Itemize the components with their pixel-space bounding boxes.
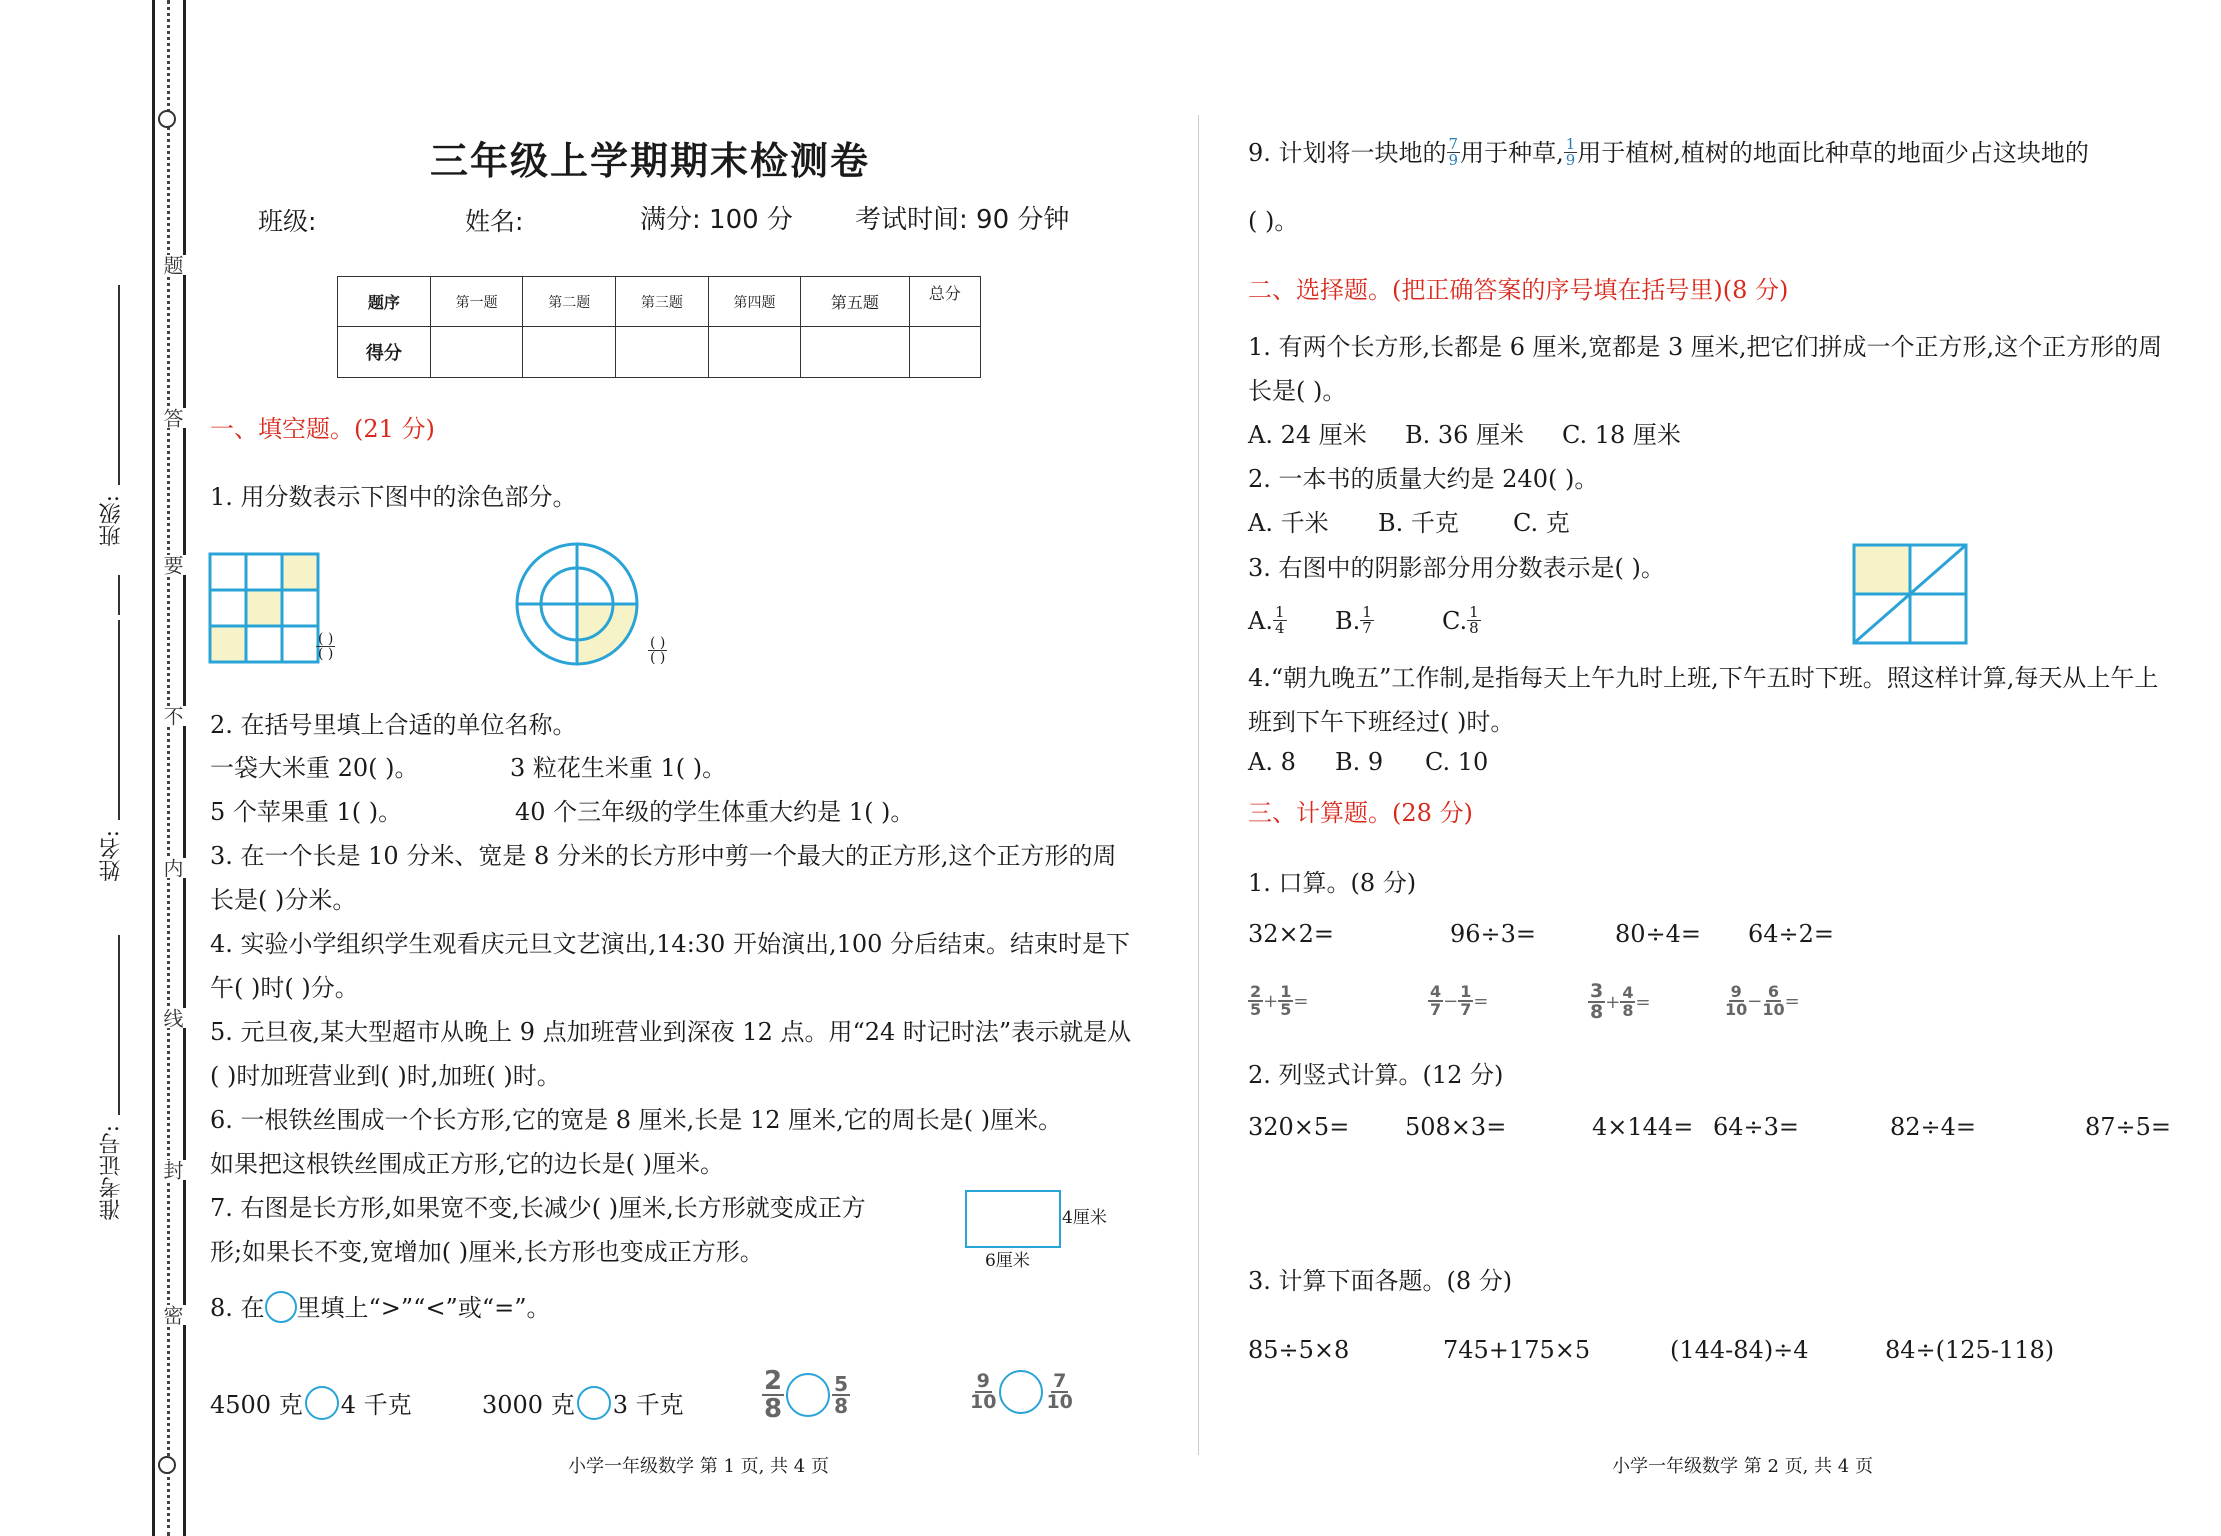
vertical-calc[interactable]: 82÷4= <box>1890 1113 1977 1141</box>
option-letter: A. <box>1248 606 1273 635</box>
score-row-label: 得分 <box>338 327 431 378</box>
q8-suffix: 里填上“>”“<”或“=”。 <box>296 1294 551 1322</box>
s3-q3: 3. 计算下面各题。(8 分) <box>1248 1267 1513 1295</box>
score-cell[interactable] <box>708 327 801 378</box>
binding-field-exam-id[interactable] <box>96 935 124 1245</box>
square-figure <box>1852 543 1968 645</box>
equals-sign: = <box>1293 990 1309 1012</box>
frac-num: 2 <box>764 1366 783 1396</box>
frac-den: 9 <box>1448 151 1459 169</box>
frac-num: 1 <box>1469 603 1479 621</box>
frac-den: 5 <box>1280 1000 1292 1019</box>
s3-q2: 2. 列竖式计算。(12 分) <box>1248 1061 1504 1089</box>
s1-q2a[interactable]: 一袋大米重 20( )。 <box>210 754 419 782</box>
score-header-cell: 第三题 <box>616 277 709 327</box>
frac-num: 7 <box>1053 1370 1067 1392</box>
s1-q6b[interactable]: 如果把这根铁丝围成正方形,它的边长是( )厘米。 <box>210 1150 724 1178</box>
oral-calc[interactable]: 80÷4= <box>1615 920 1702 948</box>
frac-operator: + <box>1263 990 1279 1012</box>
vertical-calc[interactable]: 320×5= <box>1248 1113 1350 1141</box>
binding-label-class: 班级: <box>99 495 124 547</box>
s1-q8 <box>210 1296 550 1323</box>
frac-num: 4 <box>1430 982 1442 1001</box>
fraction-calc[interactable] <box>1248 984 1308 1018</box>
frac-den: 8 <box>1622 1001 1634 1020</box>
q8-prefix: 8. 在 <box>210 1294 265 1322</box>
score-header-cell: 题序 <box>338 277 431 327</box>
option-fraction <box>1467 605 1481 636</box>
s1-q2d[interactable]: 40 个三年级的学生体重大约是 1( )。 <box>515 798 915 826</box>
option[interactable]: A. 8 <box>1248 748 1296 776</box>
seal-char: 封 <box>158 1160 187 1180</box>
frac-num: 1 <box>1460 982 1472 1001</box>
equals-sign: = <box>1635 991 1651 1013</box>
exam-title: 三年级上学期期末检测卷 <box>430 138 871 183</box>
rect-length-label: 6厘米 <box>985 1251 1030 1271</box>
binding-field-line <box>118 575 120 615</box>
q9-fraction-2 <box>1564 137 1578 168</box>
frac-num: 7 <box>1448 135 1459 153</box>
answer-fraction-blank[interactable] <box>648 636 696 665</box>
binding-field-line <box>118 620 120 820</box>
answer-fraction-blank[interactable] <box>316 632 364 661</box>
option-letter: C. <box>1442 606 1468 635</box>
frac-num: 3 <box>1590 980 1604 1002</box>
mixed-calc[interactable]: 745+175×5 <box>1443 1336 1591 1364</box>
frac-operator: − <box>1443 990 1459 1012</box>
binding-field-class[interactable] <box>96 285 124 615</box>
binding-circle-top <box>158 110 176 128</box>
seal-char: 不 <box>158 706 187 726</box>
footer-left: 小学一年级数学 第 1 页, 共 4 页 <box>568 1456 829 1477</box>
frac-den: 8 <box>1590 1001 1604 1023</box>
option[interactable]: C. 18 厘米 <box>1562 421 1681 449</box>
fraction-option[interactable] <box>1248 605 1287 636</box>
s3-q1: 1. 口算。(8 分) <box>1248 869 1417 897</box>
name-label: 姓名: <box>465 207 524 236</box>
s1-q5a: 5. 元旦夜,某大型超市从晚上 9 点加班营业到深夜 12 点。用“24 时记时法”表示就是从 <box>210 1018 1132 1046</box>
binding-field-line <box>118 285 120 485</box>
equals-sign: = <box>1473 990 1489 1012</box>
q9-prefix: 9. 计划将一块地的 <box>1248 138 1447 167</box>
frac-num: 1 <box>1274 603 1285 621</box>
mixed-calc[interactable]: (144-84)÷4 <box>1670 1336 1809 1364</box>
option[interactable]: A. 24 厘米 <box>1248 421 1367 449</box>
vertical-calc[interactable]: 508×3= <box>1405 1113 1507 1141</box>
mixed-calc[interactable]: 85÷5×8 <box>1248 1336 1350 1364</box>
blank-numerator: ( ) <box>318 631 334 647</box>
equals-sign: = <box>1784 990 1800 1012</box>
blank-denominator: ( ) <box>650 650 666 666</box>
compare-fraction-item <box>970 1370 1073 1414</box>
square-shaded-part <box>1854 545 1910 594</box>
compare-circle-input[interactable] <box>786 1373 830 1417</box>
frac-den: 8 <box>1469 619 1479 637</box>
option-letter: B. <box>1335 606 1361 635</box>
score-header-cell: 第一题 <box>430 277 523 327</box>
s1-q9 <box>1248 137 2089 168</box>
s1-q3b[interactable]: 长是( )分米。 <box>210 886 357 914</box>
score-cell[interactable] <box>616 327 709 378</box>
frac-den: 10 <box>1046 1391 1073 1413</box>
s2-q3[interactable]: 3. 右图中的阴影部分用分数表示是( )。 <box>1248 554 1665 582</box>
frac-den: 9 <box>1565 151 1576 169</box>
score-cell[interactable] <box>909 327 980 378</box>
s2-q4b[interactable]: 班到下午下班经过( )时。 <box>1248 708 1515 736</box>
option-fraction <box>1273 605 1287 636</box>
grid-shaded-cell <box>210 626 246 662</box>
score-table <box>337 276 981 378</box>
binding-line-left <box>152 0 155 1536</box>
option[interactable]: A. 千米 <box>1248 509 1329 537</box>
compare-item <box>482 1393 684 1420</box>
frac-den: 7 <box>1460 1000 1472 1019</box>
footer-right: 小学一年级数学 第 2 页, 共 4 页 <box>1612 1456 1873 1477</box>
compare-circle-icon <box>265 1291 297 1323</box>
mixed-calc[interactable]: 84÷(125-118) <box>1885 1336 2055 1364</box>
s1-q7a[interactable]: 7. 右图是长方形,如果宽不变,长减少( )厘米,长方形就变成正方 <box>210 1194 866 1222</box>
class-label: 班级: <box>258 207 317 236</box>
blank-denominator: ( ) <box>318 646 334 662</box>
score-cell[interactable] <box>801 327 909 378</box>
s1-q4a: 4. 实验小学组织学生观看庆元旦文艺演出,14:30 开始演出,100 分后结束。结束时是下 <box>210 930 1131 958</box>
fraction-option[interactable] <box>1442 605 1481 636</box>
s1-q2: 2. 在括号里填上合适的单位名称。 <box>210 711 577 739</box>
binding-field-line <box>118 935 120 1115</box>
option[interactable]: B. 千克 <box>1378 509 1459 537</box>
exam-time-label: 考试时间: 90 分钟 <box>855 205 1070 235</box>
rectangle-figure <box>965 1190 1061 1248</box>
s2-q1b[interactable]: 长是( )。 <box>1248 377 1347 405</box>
score-header-cell: 第五题 <box>801 277 909 327</box>
compare-right: 3 千克 <box>612 1391 684 1419</box>
page-divider <box>1198 115 1199 1455</box>
s1-q6a[interactable]: 6. 一根铁丝围成一个长方形,它的宽是 8 厘米,长是 12 厘米,它的周长是( )厘米。 <box>210 1106 1063 1134</box>
fraction-option[interactable] <box>1335 605 1374 636</box>
score-cell[interactable] <box>430 327 523 378</box>
vertical-calc[interactable]: 64÷3= <box>1713 1113 1800 1141</box>
seal-char: 内 <box>158 858 187 878</box>
section1-title: 一、填空题。(21 分) <box>210 415 435 443</box>
frac-num: 5 <box>834 1372 849 1396</box>
frac-den: 7 <box>1362 619 1372 637</box>
s1-q4b[interactable]: 午( )时( )分。 <box>210 974 359 1002</box>
seal-char: 题 <box>158 255 187 275</box>
grid-figure <box>208 552 320 664</box>
frac-num: 4 <box>1622 983 1634 1002</box>
oral-calc[interactable]: 96÷3= <box>1450 920 1537 948</box>
full-score-label: 满分: 100 分 <box>640 205 793 235</box>
fraction-calc[interactable] <box>1428 984 1488 1018</box>
oral-calc[interactable]: 32×2= <box>1248 920 1335 948</box>
compare-item <box>210 1393 412 1420</box>
frac-den: 4 <box>1274 619 1285 637</box>
compare-left: 4500 克 <box>210 1391 303 1419</box>
frac-den: 8 <box>764 1394 783 1424</box>
score-header-cell: 第二题 <box>523 277 616 327</box>
frac-num: 1 <box>1280 982 1292 1001</box>
s1-q1: 1. 用分数表示下图中的涂色部分。 <box>210 483 577 511</box>
option[interactable]: B. 36 厘米 <box>1405 421 1525 449</box>
s1-q7b[interactable]: 形;如果长不变,宽增加( )厘米,长方形也变成正方形。 <box>210 1238 764 1266</box>
option[interactable]: C. 10 <box>1425 748 1489 776</box>
s2-q4a: 4.“朝九晚五”工作制,是指每天上午九时上班,下午五时下班。照这样计算,每天从上午上 <box>1248 664 2159 692</box>
compare-left: 3000 克 <box>482 1391 575 1419</box>
binding-field-name[interactable] <box>96 620 124 950</box>
seal-char: 答 <box>158 408 187 428</box>
frac-num: 2 <box>1250 982 1262 1001</box>
score-cell[interactable] <box>523 327 616 378</box>
s2-q2[interactable]: 2. 一本书的质量大约是 240( )。 <box>1248 465 1599 493</box>
frac-den: 5 <box>1250 1000 1262 1019</box>
vertical-calc[interactable]: 87÷5= <box>2085 1113 2172 1141</box>
q9-fraction-1 <box>1447 137 1461 168</box>
fraction-calc[interactable] <box>1588 982 1651 1022</box>
seal-char: 密 <box>158 1305 187 1325</box>
q9-mid: 用于种草, <box>1460 138 1564 167</box>
frac-num: 6 <box>1767 982 1780 1001</box>
compare-right: 4 千克 <box>340 1391 412 1419</box>
frac-operator: + <box>1605 991 1621 1013</box>
frac-den: 10 <box>1725 1000 1748 1019</box>
section2-title: 二、选择题。(把正确答案的序号填在括号里)(8 分) <box>1248 276 1789 304</box>
s1-q9-line2[interactable]: ( )。 <box>1248 207 1299 235</box>
compare-circle-input[interactable] <box>999 1370 1043 1414</box>
binding-label-exam-id: 准考证号: <box>99 1125 124 1221</box>
circle-figure <box>513 540 641 668</box>
frac-operator: − <box>1747 990 1763 1012</box>
frac-den: 10 <box>1762 1000 1785 1019</box>
grid-shaded-cell <box>282 554 318 590</box>
frac-den: 7 <box>1430 1000 1442 1019</box>
compare-circle-input[interactable] <box>305 1386 339 1420</box>
seal-char: 要 <box>158 555 187 575</box>
frac-num: 9 <box>1730 982 1742 1001</box>
oral-calc[interactable]: 64÷2= <box>1748 920 1835 948</box>
seal-char: 线 <box>158 1008 187 1028</box>
option[interactable]: C. 克 <box>1513 509 1570 537</box>
option-fraction <box>1360 605 1374 636</box>
s1-q2c[interactable]: 5 个苹果重 1( )。 <box>210 798 403 826</box>
fraction-calc[interactable] <box>1725 984 1800 1018</box>
option[interactable]: B. 9 <box>1335 748 1384 776</box>
frac-num: 1 <box>1565 135 1576 153</box>
compare-fraction-item <box>762 1368 850 1422</box>
frac-num: 9 <box>976 1370 990 1392</box>
frac-num: 1 <box>1362 603 1372 621</box>
frac-den: 10 <box>970 1391 997 1413</box>
grid-shaded-cell <box>246 590 282 626</box>
frac-den: 8 <box>834 1394 849 1418</box>
compare-circle-input[interactable] <box>577 1386 611 1420</box>
s1-q2b[interactable]: 3 粒花生米重 1( )。 <box>510 754 727 782</box>
binding-circle-bottom <box>158 1456 176 1474</box>
blank-numerator: ( ) <box>650 635 666 651</box>
q9-suffix: 用于植树,植树的地面比种草的地面少占这块地的 <box>1577 138 2089 167</box>
score-header-cell: 第四题 <box>708 277 801 327</box>
s2-q1a: 1. 有两个长方形,长都是 6 厘米,宽都是 3 厘米,把它们拼成一个正方形,这个正方形的周 <box>1248 333 2163 361</box>
section3-title: 三、计算题。(28 分) <box>1248 799 1473 827</box>
rect-width-label: 4厘米 <box>1062 1208 1107 1228</box>
vertical-calc[interactable]: 4×144= <box>1592 1113 1694 1141</box>
s1-q5b[interactable]: ( )时加班营业到( )时,加班( )时。 <box>210 1062 561 1090</box>
score-header-cell: 总分 <box>909 277 980 327</box>
binding-label-name: 姓名: <box>99 830 124 882</box>
s1-q3a: 3. 在一个长是 10 分米、宽是 8 分米的长方形中剪一个最大的正方形,这个正方形的周 <box>210 842 1117 870</box>
